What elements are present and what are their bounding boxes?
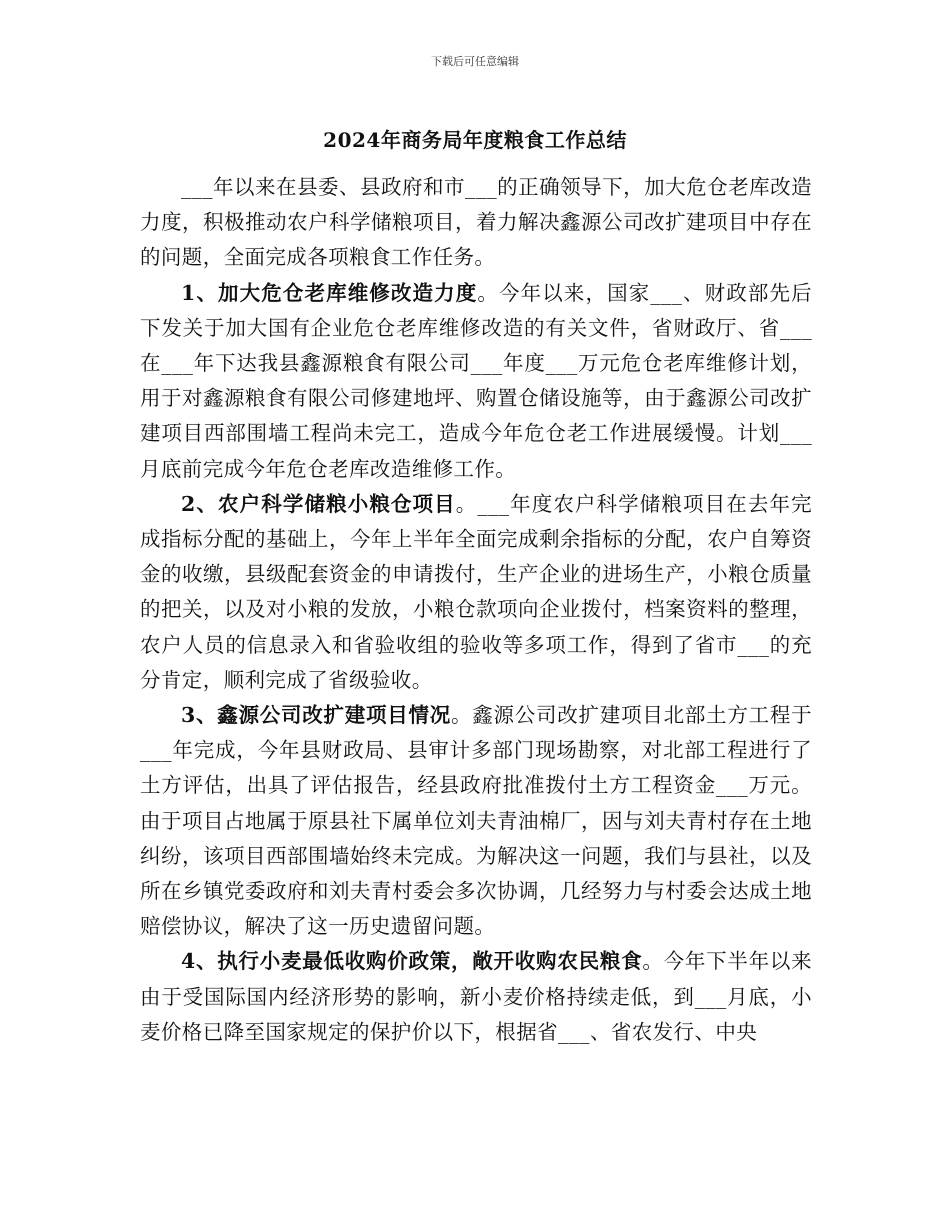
section-heading: 2、农户科学储粮小粮仓项目 bbox=[181, 491, 456, 516]
document-body bbox=[140, 170, 812, 1050]
section-2-paragraph bbox=[140, 487, 812, 698]
intro-paragraph bbox=[140, 170, 812, 276]
section-4-paragraph bbox=[140, 944, 812, 1050]
page-header-note: 下载后可任意编辑 bbox=[431, 55, 519, 68]
paragraph-text: ___年以来在县委、县政府和市___的正确领导下，加大危仓老库改造力度，积极推动农户科学储粮项目，着力解决鑫源公司改扩建项目中存在的问题，全面完成各项粮食工作任务。 bbox=[140, 175, 812, 270]
paragraph-text: 。___年度农户科学储粮项目在去年完成指标分配的基础上，今年上半年全面完成剩余指标的分配，农户自筹资金的收缴，县级配套资金的申请拨付，生产企业的进场生产，小粮仓质量的把关，以及对小粮的发放，小粮仓款项向企业拨付，档案资料的整理，农户人员的信息录入和省验收组的验收等多项工作，得到了省市___的充分肯定，顺利完成了省级验收。 bbox=[140, 491, 813, 692]
paragraph-text: 。今年以来，国家___、财政部先后下发关于加大国有企业危仓老库维修改造的有关文件，省财政厅、省___在___年下达我县鑫源粮食有限公司___年度___万元危仓老库维修计划，用于对鑫源粮食有限公司修建地坪、购置仓储设施等，由于鑫源公司改扩建项目西部围墙工程尚未完工，造成今年危仓老工作进展缓慢。计划___月底前完成今年危仓老库改造维修工作。 bbox=[140, 280, 812, 481]
document-title: 2024年商务局年度粮食工作总结 bbox=[323, 128, 627, 152]
section-3-paragraph bbox=[140, 698, 812, 944]
paragraph-text: 。今年下半年以来由于受国际国内经济形势的影响，新小麦价格持续走低，到___月底，小麦价格已降至国家规定的保护价以下，根据省___、省农发行、中央 bbox=[140, 949, 812, 1044]
paragraph-text: 。鑫源公司改扩建项目北部土方工程于___年完成，今年县财政局、县审计多部门现场勘察，对北部工程进行了土方评估，出具了评估报告，经县政府批准拨付土方工程资金___万元。由于项目占地属于原县社下属单位刘夫青油棉厂，因与刘夫青村存在土地纠纷，该项目西部围墙始终未完成。为解决这一问题，我们与县社，以及所在乡镇党委政府和刘夫青村委会多次协调，几经努力与村委会达成土地赔偿协议，解决了这一历史遗留问题。 bbox=[140, 703, 812, 939]
section-1-paragraph bbox=[140, 276, 812, 487]
section-heading: 1、加大危仓老库维修改造力度 bbox=[181, 280, 478, 305]
section-heading: 3、鑫源公司改扩建项目情况 bbox=[181, 703, 452, 728]
section-heading: 4、执行小麦最低收购价政策，敞开收购农民粮食 bbox=[181, 949, 643, 974]
